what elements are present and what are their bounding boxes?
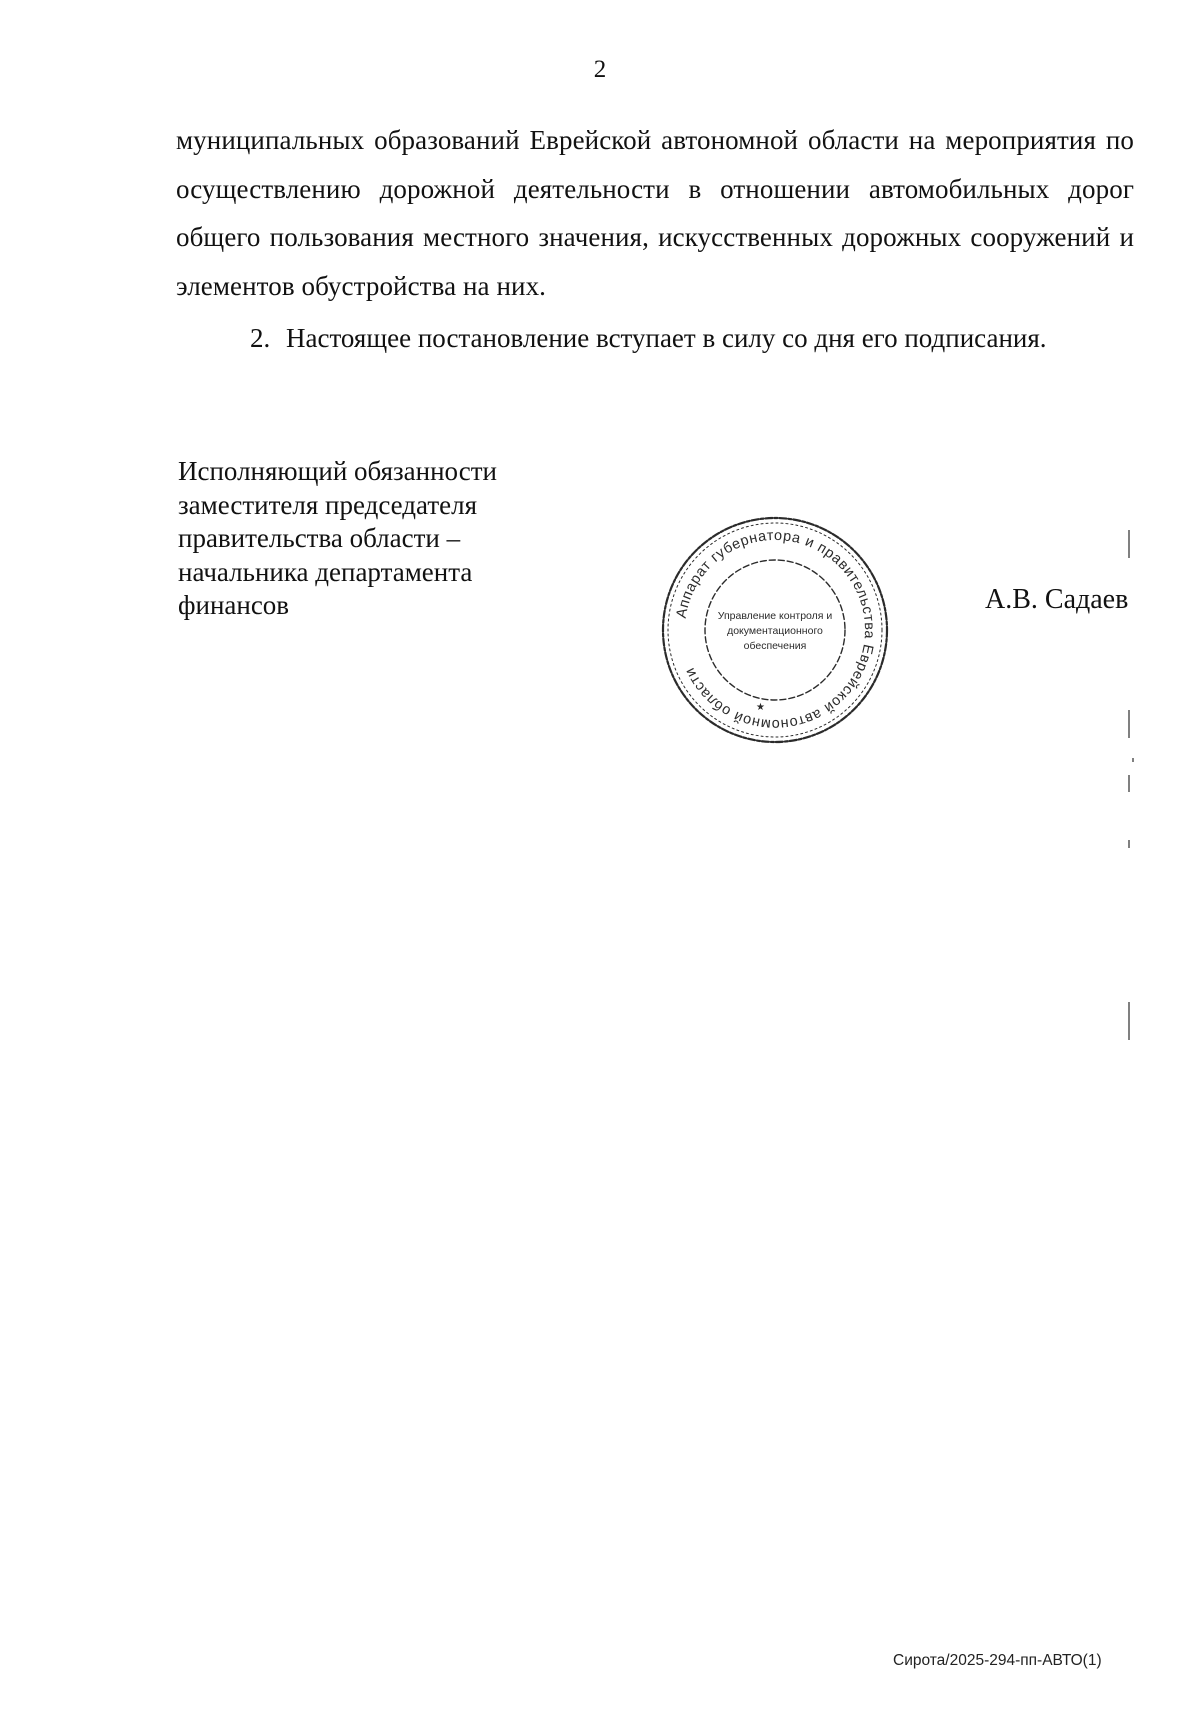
item-text: Настоящее постановление вступает в силу со дня его подписания. <box>286 323 1047 353</box>
page-number: 2 <box>593 56 607 83</box>
scan-edge-marks <box>1120 510 1140 1050</box>
signer-position-line: финансов <box>178 590 290 620</box>
paragraph-text: муниципальных образований Еврейской автономной области на мероприятия по осуществлению дорожной деятельности в отношении автомобильных дорог общего пользования местного значения, искусственных дорожных сооружений и элементов обустройства на них. <box>176 125 1134 301</box>
numbered-item-2 <box>250 318 1150 358</box>
seal-outer-text-path: Аппарат губернатора и правительства Еврейской автономной области <box>673 527 878 733</box>
official-seal-stamp <box>650 505 900 755</box>
signer-position-line: правительства области – <box>178 523 461 553</box>
seal-star-icon: ★ <box>756 702 765 713</box>
seal-inner-text-line: документационного <box>727 625 823 637</box>
signer-position-line: заместителя председателя <box>178 489 478 520</box>
seal-graphic <box>650 505 900 755</box>
signer-position-line: начальника департамента <box>178 556 473 587</box>
signer-name: А.В. Садаев <box>985 584 1129 615</box>
seal-inner-text-line: обеспечения <box>743 640 807 652</box>
document-code: Сирота/2025-294-пп-АВТО(1) <box>893 1652 1102 1669</box>
signer-position-line: Исполняющий обязанности <box>178 456 497 486</box>
continuation-paragraph <box>176 116 1134 310</box>
seal-inner-text-line: Управление контроля и <box>717 610 833 622</box>
item-number: 2. <box>250 323 271 353</box>
signer-position <box>178 455 558 623</box>
